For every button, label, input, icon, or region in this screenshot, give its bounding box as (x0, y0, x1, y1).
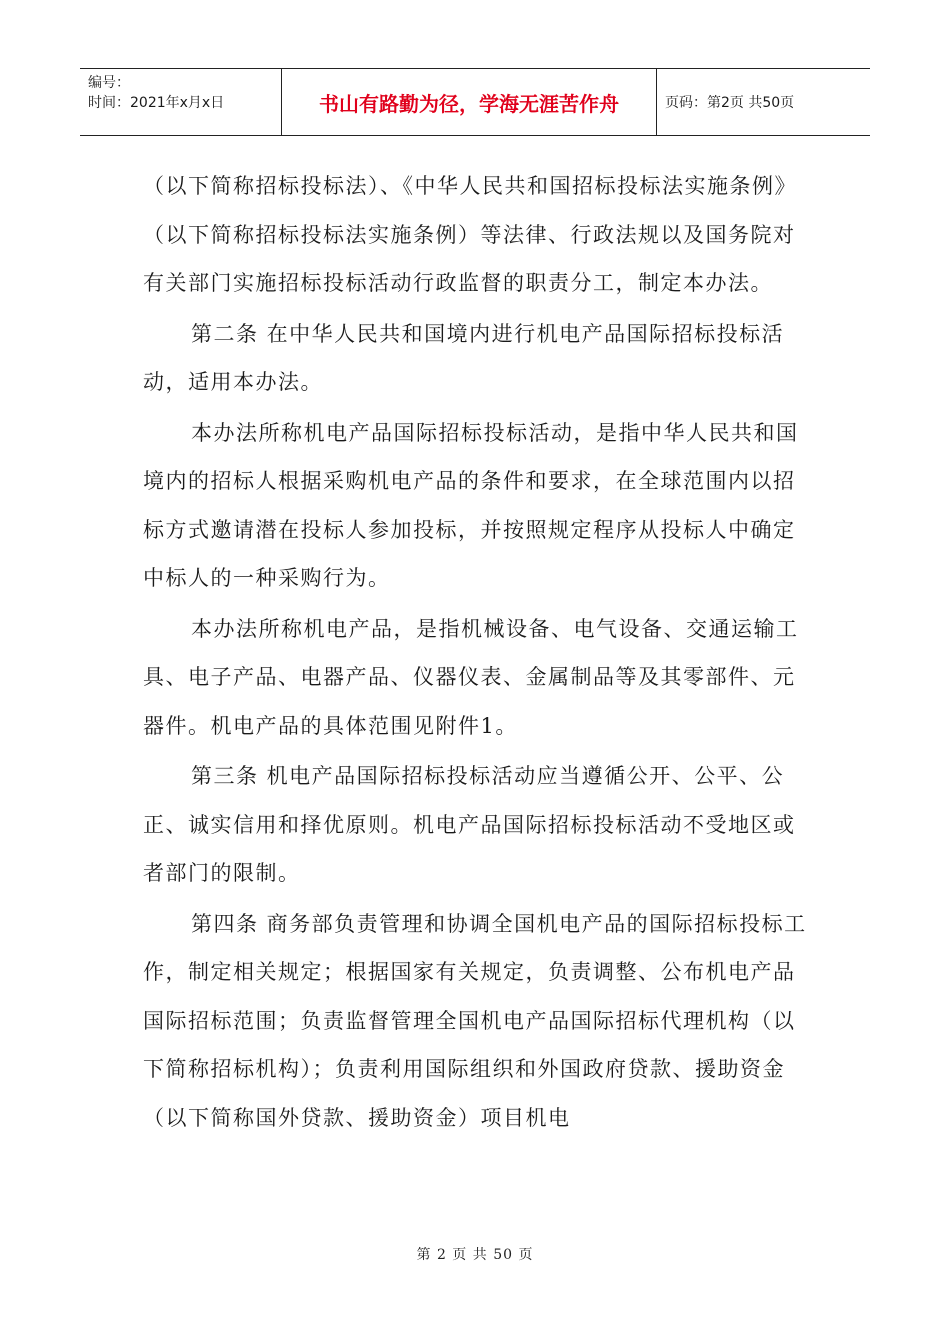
article-2: 第二条 在中华人民共和国境内进行机电产品国际招标投标活动，适用本办法。 (143, 321, 785, 394)
paragraph-continuation: （以下简称招标投标法）、《中华人民共和国招标投标法实施条例》（以下简称招标投标法实施条例）等法律、行政法规以及国务院对有关部门实施招标投标活动行政监督的职责分工，制定本办法。 (143, 174, 797, 295)
article-2-products: 本办法所称机电产品，是指机械设备、电气设备、交通运输工具、电子产品、电器产品、仪器仪表、金属制品等及其零部件、元器件。机电产品的具体范围见附件1。 (143, 616, 799, 738)
page-footer: 第 2 页 共 50 页 (416, 1247, 534, 1263)
article-4: 第四条 商务部负责管理和协调全国机电产品的国际招标投标工作，制定相关规定；根据国家有关规定，负责调整、公布机电产品国际招标范围；负责监督管理全国机电产品国际招标代理机构（以下简称招标机构）；负责利用国际组织和外国政府贷款、援助资金（以下简称国外贷款、援助资金）项目机电 (143, 911, 807, 1130)
article-2-definition: 本办法所称机电产品国际招标投标活动，是指中华人民共和国境内的招标人根据采购机电产品的条件和要求，在全球范围内以招标方式邀请潜在投标人参加投标，并按照规定程序从投标人中确定中标人的一种采购行为。 (143, 420, 799, 590)
header-page-info: 页码：第2页 共50页 (665, 95, 795, 111)
document-number-label: 编号： (88, 75, 130, 91)
document-date: 时间：2021年x月x日 (88, 95, 225, 111)
document-body (143, 162, 808, 1142)
header-motto: 书山有路勤为径，学海无涯苦作舟 (282, 69, 657, 135)
page-header (80, 68, 870, 136)
article-3: 第三条 机电产品国际招标投标活动应当遵循公开、公平、公正、诚实信用和择优原则。机电产品国际招标投标活动不受地区或者部门的限制。 (143, 764, 796, 885)
header-meta (80, 69, 282, 135)
